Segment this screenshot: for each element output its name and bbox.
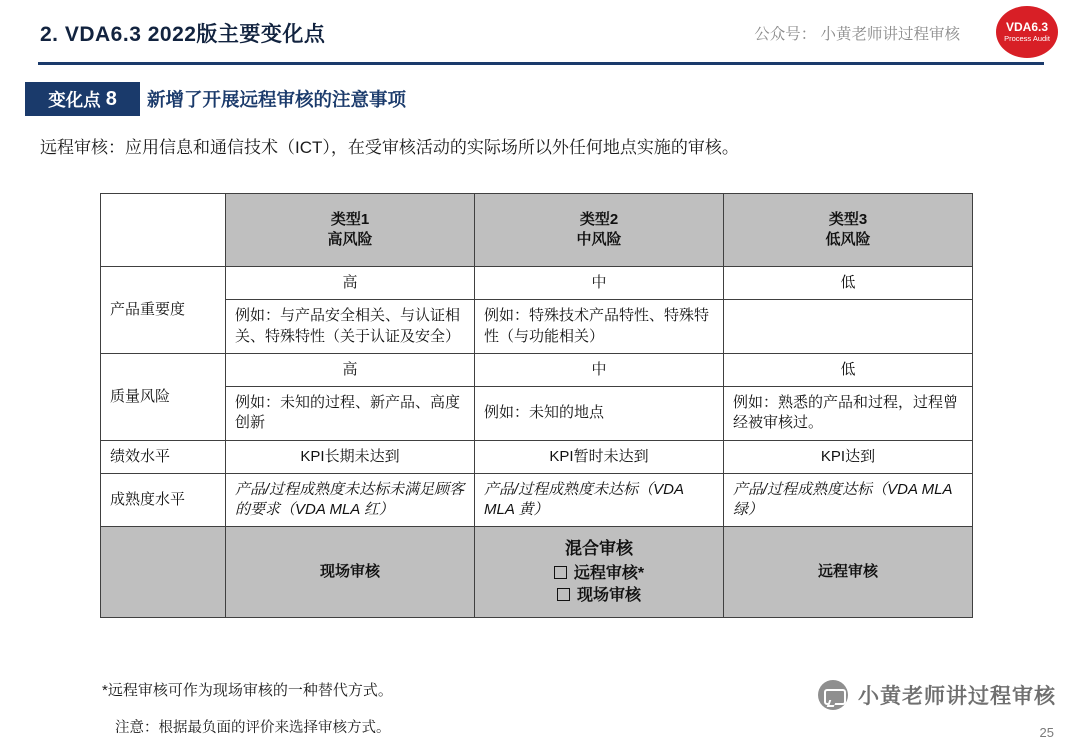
vda-logo-line2: Process Audit [1004, 33, 1050, 43]
table-row [101, 353, 973, 386]
product-importance-type2-example: 例如：特殊技术产品特性、特殊特性（与功能相关） [475, 300, 724, 354]
table-conclusion-row [101, 527, 973, 618]
row-label-product-importance: 产品重要度 [101, 267, 226, 354]
header-divider [38, 62, 1044, 65]
maturity-type1-value: 产品/过程成熟度未达标未满足顾客的要求（VDA MLA 红） [226, 473, 475, 527]
product-importance-type3-level: 低 [724, 267, 973, 300]
conclusion-row-label [101, 527, 226, 618]
product-importance-type1-example: 例如：与产品安全相关、与认证相关、特殊特性（关于认证及安全） [226, 300, 475, 354]
conclusion-type2-option2-label: 现场审核 [576, 586, 641, 604]
wechat-account-label: 公众号： 小黄老师讲过程审核 [754, 26, 960, 43]
table-header-type1 [226, 194, 475, 267]
table-header-corner [101, 194, 226, 267]
performance-type1-value: KPI长期未达到 [226, 440, 475, 473]
row-label-maturity: 成熟度水平 [101, 473, 226, 527]
table-row [101, 387, 973, 441]
risk-matrix-table-wrapper [100, 193, 972, 618]
watermark [818, 680, 1056, 710]
type1-title: 类型1 [330, 210, 370, 228]
checkbox-icon[interactable] [554, 566, 567, 579]
table-row [101, 440, 973, 473]
type1-subtitle: 高风险 [327, 231, 373, 248]
vda-logo-line1: VDA6.3 [1005, 19, 1049, 34]
quality-risk-type1-level: 高 [226, 353, 475, 386]
footnote-note: 注意：根据最负面的评价来选择审核方式。 [115, 720, 391, 736]
quality-risk-type2-level: 中 [475, 353, 724, 386]
product-importance-type3-example [724, 300, 973, 354]
change-point-badge [25, 82, 140, 116]
conclusion-type2-option-remote [484, 563, 714, 585]
product-importance-type1-level: 高 [226, 267, 475, 300]
slide-header [0, 0, 1080, 62]
change-point-number: 8 [105, 87, 117, 110]
watermark-text: 小黄老师讲过程审核 [858, 685, 1056, 708]
section-heading: 新增了开展远程审核的注意事项 [147, 89, 407, 110]
performance-type3-value: KPI达到 [724, 440, 973, 473]
row-label-performance: 绩效水平 [101, 440, 226, 473]
quality-risk-type2-example: 例如：未知的地点 [475, 387, 724, 441]
type2-subtitle: 中风险 [576, 231, 622, 248]
conclusion-type2-option-onsite [484, 585, 714, 607]
vda-logo [996, 6, 1058, 58]
conclusion-type2 [475, 527, 724, 618]
table-row [101, 300, 973, 354]
table-row [101, 267, 973, 300]
quality-risk-type3-level: 低 [724, 353, 973, 386]
maturity-type3-value: 产品/过程成熟度达标（VDA MLA 绿） [724, 473, 973, 527]
conclusion-type2-title: 混合审核 [565, 539, 633, 559]
type2-title: 类型2 [579, 210, 619, 228]
page-number: 25 [1039, 725, 1054, 740]
wechat-icon [818, 680, 848, 710]
checkbox-icon[interactable] [557, 588, 570, 601]
table-header-row [101, 194, 973, 267]
conclusion-type1: 现场审核 [226, 527, 475, 618]
product-importance-type2-level: 中 [475, 267, 724, 300]
conclusion-type3: 远程审核 [724, 527, 973, 618]
change-point-label: 变化点 [48, 89, 101, 110]
conclusion-type2-option1-label: 远程审核* [573, 565, 645, 583]
quality-risk-type3-example: 例如：熟悉的产品和过程，过程曾经被审核过。 [724, 387, 973, 441]
type3-title: 类型3 [828, 210, 868, 228]
table-row [101, 473, 973, 527]
maturity-type2-value: 产品/过程成熟度未达标（VDA MLA 黄） [475, 473, 724, 527]
table-header-type3 [724, 194, 973, 267]
performance-type2-value: KPI暂时未达到 [475, 440, 724, 473]
table-header-type2 [475, 194, 724, 267]
intro-paragraph: 远程审核：应用信息和通信技术（ICT），在受审核活动的实际场所以外任何地点实施的审核。 [40, 138, 739, 157]
quality-risk-type1-example: 例如：未知的过程、新产品、高度创新 [226, 387, 475, 441]
risk-matrix-table [100, 193, 973, 618]
page-title: 2. VDA6.3 2022版主要变化点 [40, 23, 326, 46]
row-label-quality-risk: 质量风险 [101, 353, 226, 440]
type3-subtitle: 低风险 [825, 231, 871, 248]
footnote-asterisk: *远程审核可作为现场审核的一种替代方式。 [102, 682, 393, 699]
